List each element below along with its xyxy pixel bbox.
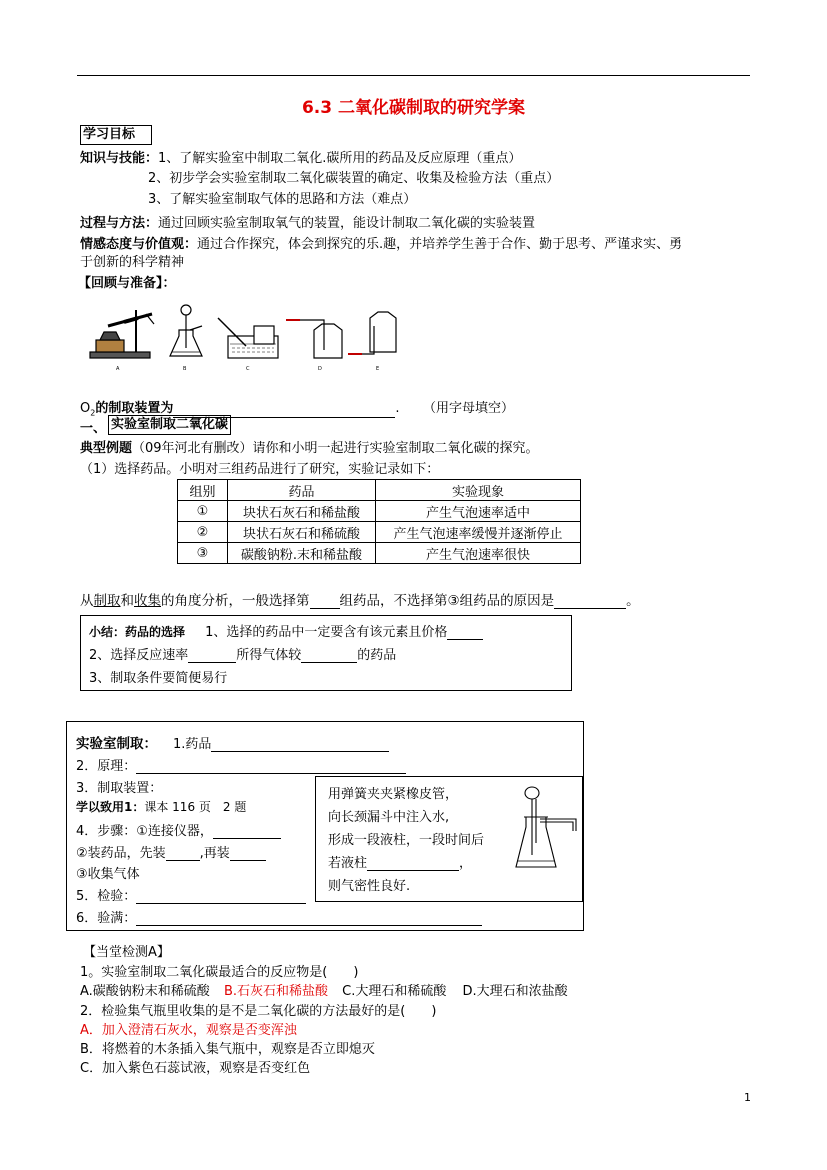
goals-heading-text: 学习目标 xyxy=(83,127,136,142)
liquid-column-blank[interactable] xyxy=(367,856,459,871)
lab-item-4b-2: ,再装 xyxy=(199,846,230,861)
apparatus-label-b: B xyxy=(183,366,187,372)
process-line xyxy=(80,212,535,231)
reason-blank[interactable] xyxy=(554,594,626,609)
analysis-text-3: 组药品，不选择第③组药品的原因是 xyxy=(339,593,555,609)
apparatus-c xyxy=(218,318,278,358)
section1-num: 一、 xyxy=(80,421,107,436)
emotion-line xyxy=(80,233,682,252)
airtight-5: 则气密性良好. xyxy=(328,879,411,894)
knowledge-2: 2、初步学会实验室制取二氧化碳装置的确定、收集及检验方法（重点） xyxy=(148,171,560,186)
lab-line-5 xyxy=(76,885,306,904)
emotion-label: 情感态度与价值观： xyxy=(80,237,198,252)
lab-item-2: 2．原理： xyxy=(76,759,137,774)
example-label: 典型例题 xyxy=(80,441,133,456)
knowledge-3: 3、了解实验室制取气体的思路和方法（难点） xyxy=(148,192,417,207)
apparatus-label-e: E xyxy=(376,366,380,372)
rate-blank[interactable] xyxy=(188,648,236,663)
test-blank[interactable] xyxy=(136,889,306,904)
table-row xyxy=(178,543,581,564)
apparatus-label-a: A xyxy=(116,366,120,372)
table-row xyxy=(178,522,581,543)
analysis-zhiqu: 制取 xyxy=(93,593,121,609)
airtight-1: 用弹簧夹夹紧橡皮管， xyxy=(328,787,459,802)
apparatus-label-d: D xyxy=(318,366,322,372)
lab-line-1 xyxy=(76,732,389,752)
lab-item-4: 4．步骤：①连接仪器， xyxy=(76,824,213,839)
table-cell: 产生气泡速率缓慢并逐渐停止 xyxy=(376,522,581,543)
quiz-q1: 1。实验室制取二氧化碳最适合的反应物是( ) xyxy=(80,965,359,980)
airtight-4: 若液柱 xyxy=(328,856,368,871)
airtight-4b: ， xyxy=(459,856,473,871)
lab-box xyxy=(66,721,584,931)
process-label: 过程与方法： xyxy=(80,216,159,231)
table-cell: ③ xyxy=(178,543,228,564)
lab-item-5: 5．检验： xyxy=(76,889,137,904)
table-header: 实验现象 xyxy=(376,480,581,501)
table-cell: 碳酸钠粉.末和稀盐酸 xyxy=(228,543,376,564)
analysis-shouji: 收集 xyxy=(134,593,161,609)
airtight-line-4 xyxy=(328,852,472,871)
o2-hint: （用字母填空） xyxy=(423,401,515,416)
lab-item-6: 6．验满： xyxy=(76,911,137,926)
lab-item-4b-1: ②装药品，先装 xyxy=(76,846,166,861)
lab-item-3: 3．制取装置： xyxy=(76,781,163,796)
header-rule xyxy=(77,75,750,76)
analysis-line xyxy=(80,589,640,609)
page-number: 1 xyxy=(744,1091,751,1104)
summary-item-1: 1、选择的药品中一定要含有该元素且价格 xyxy=(205,625,448,640)
airtight-box xyxy=(315,776,583,902)
summary-line-2 xyxy=(89,644,396,663)
analysis-text-2: 的角度分析，一般选择第 xyxy=(161,593,310,609)
knowledge-1: 1、了解实验室中制取二氧化.碳所用的药品及反应原理（重点） xyxy=(158,151,522,166)
quiz-q1-option-a[interactable]: A.碳酸钠粉末和稀硫酸 xyxy=(80,984,210,999)
analysis-he: 和 xyxy=(120,593,134,609)
goals-heading xyxy=(80,125,152,145)
lab-item-1: 1.药品 xyxy=(173,737,212,752)
reagent-table xyxy=(177,479,581,564)
quiz-q1-option-d[interactable]: D.大理石和浓盐酸 xyxy=(462,984,568,999)
lab-line-6 xyxy=(76,907,482,926)
lab-heading: 实验室制取： xyxy=(76,736,157,752)
airtight-2: 向长颈漏斗中注入水, xyxy=(328,810,450,825)
apparatus-b xyxy=(170,305,202,356)
summary-item-2c: 的药品 xyxy=(357,648,397,663)
apparatus-d xyxy=(286,320,342,358)
lab-line-4b xyxy=(76,842,266,861)
emotion-text-2: 于创新的科学精神 xyxy=(80,255,185,270)
airtight-3: 形成一段液柱，一段时间后 xyxy=(328,833,485,848)
o2-formula: O xyxy=(80,401,91,416)
table-cell: 块状石灰石和稀硫酸 xyxy=(228,522,376,543)
table-header-row xyxy=(178,480,581,501)
lab-line-2 xyxy=(76,755,406,774)
gas-blank[interactable] xyxy=(301,648,357,663)
full-test-blank[interactable] xyxy=(136,911,482,926)
knowledge-label: 知识与技能： xyxy=(80,151,159,166)
section1-title: 实验室制取二氧化碳 xyxy=(111,417,229,432)
flask-illustration xyxy=(512,783,580,873)
summary-label: 小结：药品的选择 xyxy=(89,625,186,639)
quiz-q2-option-b[interactable]: B．将燃着的木条插入集气瓶中，观察是否立即熄灭 xyxy=(80,1042,375,1057)
review-heading: 【回顾与准备】： xyxy=(78,276,176,291)
quiz-q2: 2．检验集气瓶里收集的是不是二氧化碳的方法最好的是( ) xyxy=(80,1004,437,1019)
first-load-blank[interactable] xyxy=(166,846,200,861)
table-header: 药品 xyxy=(228,480,376,501)
o2-text: 的制取装置为 xyxy=(95,401,174,416)
study-text: 课本 116 页 2 题 xyxy=(144,800,247,814)
apparatus-e xyxy=(348,312,396,354)
table-row xyxy=(178,501,581,522)
apparatus-label-c: C xyxy=(246,366,250,372)
section1-title-box xyxy=(108,415,231,435)
quiz-q1-option-c[interactable]: C.大理石和稀硫酸 xyxy=(342,984,447,999)
page-title: 6.3 二氧化碳制取的研究学案 xyxy=(301,98,526,118)
table-cell: 块状石灰石和稀盐酸 xyxy=(228,501,376,522)
example-line xyxy=(80,437,539,456)
table-cell: ① xyxy=(178,501,228,522)
steps-blank[interactable] xyxy=(213,824,281,839)
quiz-q1-option-b[interactable]: B.石灰石和稀盐酸 xyxy=(223,984,329,999)
summary-item-3: 3、制取条件要简便易行 xyxy=(89,671,228,686)
emotion-text-1: 通过合作探究，体会到探究的乐.趣，并培养学生善于合作、勤于思考、严谨求实、勇 xyxy=(197,237,683,252)
then-load-blank[interactable] xyxy=(230,846,266,861)
summary-item-2b: 所得气体较 xyxy=(236,648,302,663)
principle-blank[interactable] xyxy=(136,759,406,774)
summary-box xyxy=(80,615,572,691)
quiz-q1-options xyxy=(80,980,568,999)
study-label: 学以致用1： xyxy=(76,800,145,814)
analysis-end: 。 xyxy=(626,593,640,609)
quiz-heading: 【当堂检测A】 xyxy=(83,945,170,960)
table-cell: ② xyxy=(178,522,228,543)
reagent-blank[interactable] xyxy=(211,737,389,752)
price-blank[interactable] xyxy=(447,625,483,640)
table-cell: 产生气泡速率很快 xyxy=(376,543,581,564)
summary-item-2a: 2、选择反应速率 xyxy=(89,648,189,663)
apparatus-illustration xyxy=(86,300,406,376)
quiz-q2-option-c[interactable]: C．加入紫色石蕊试液，观察是否变红色 xyxy=(80,1061,311,1076)
group-blank[interactable] xyxy=(310,594,340,609)
process-text: 通过回顾实验室制取氧气的装置，能设计制取二氧化碳的实验装置 xyxy=(158,216,536,231)
quiz-q2-option-a[interactable]: A．加入澄清石灰水，观察是否变浑浊 xyxy=(80,1023,297,1038)
o2-subscript: 2 xyxy=(90,408,96,418)
lab-study-line xyxy=(76,798,246,815)
example-text: （09年河北有删改）请你和小明一起进行实验室制取二氧化碳的探究。 xyxy=(132,441,539,456)
analysis-text: 从 xyxy=(80,593,94,609)
knowledge-line-1 xyxy=(80,147,521,166)
apparatus-a xyxy=(90,310,154,358)
lab-line-4 xyxy=(76,820,281,839)
summary-line-1 xyxy=(89,621,483,640)
lab-item-4c: ③收集气体 xyxy=(76,867,140,882)
table-header: 组别 xyxy=(178,480,228,501)
question-1: （1）选择药品。小明对三组药品进行了研究，实验记录如下： xyxy=(80,462,440,477)
o2-apparatus-question: $O_2$的制取装置为 . xyxy=(80,401,400,418)
table-cell: 产生气泡速率适中 xyxy=(376,501,581,522)
